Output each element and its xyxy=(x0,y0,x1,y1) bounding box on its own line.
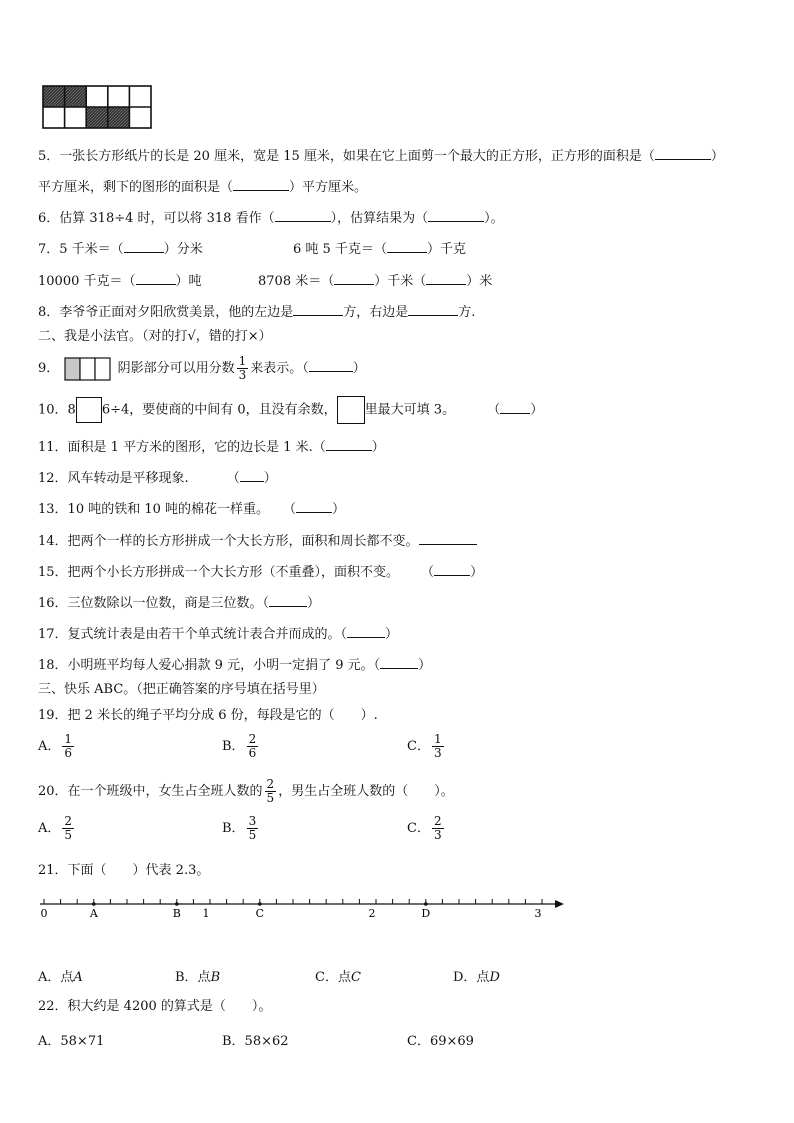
q20-option-c[interactable]: C． $\frac{2}{3}$ xyxy=(407,814,442,842)
answer-blank[interactable] xyxy=(419,531,477,545)
question-9: 9． 阴影部分可以用分数 $\frac{1}{3}$ 来表示。（ ） xyxy=(38,354,366,382)
answer-blank[interactable] xyxy=(240,468,264,482)
digit-box[interactable] xyxy=(337,396,365,424)
question-21-stem: 21．下面（ ）代表 2.3。 xyxy=(38,863,210,878)
q19-option-a[interactable]: A． $\frac{1}{6}$ xyxy=(38,732,73,760)
answer-blank[interactable] xyxy=(309,358,353,372)
question-5-line1: 5．一张长方形纸片的长是 20 厘米，宽是 15 厘米，如果在它上面剪一个最大的正方形，正方形的面积是（ ） xyxy=(38,146,724,166)
question-17: 17．复式统计表是由若干个单式统计表合并而成的。（ ） xyxy=(38,624,398,644)
q19-option-c[interactable]: C． $\frac{1}{3}$ xyxy=(407,732,442,760)
answer-blank[interactable] xyxy=(275,208,331,222)
shaded-bar-figure xyxy=(63,356,113,382)
point-label-c: C xyxy=(255,907,265,920)
question-10: 10．8 6÷4，要使商的中间有 0，且没有余数， 里最大可填 3。 （ ） xyxy=(38,396,543,424)
question-13: 13．10 吨的铁和 10 吨的棉花一样重。 （ ） xyxy=(38,499,345,519)
axis-number-label: 3 xyxy=(534,907,542,920)
q20-option-b[interactable]: B． $\frac{3}{5}$ xyxy=(222,814,257,842)
point-c xyxy=(258,902,262,906)
q21-option-c[interactable]: C．点C xyxy=(315,970,361,985)
point-b xyxy=(175,902,179,906)
answer-blank[interactable] xyxy=(326,437,372,451)
answer-blank[interactable] xyxy=(387,239,427,253)
question-19-stem: 19．把 2 米长的绳子平均分成 6 份，每段是它的（ ）. xyxy=(38,708,378,723)
question-6: 6．估算 318÷4 时，可以将 318 看作（ ），估算结果为（ ）。 xyxy=(38,208,504,228)
answer-blank[interactable] xyxy=(296,499,332,513)
section-3-heading: 三、快乐 ABC。（把正确答案的序号填在括号里） xyxy=(38,682,325,697)
question-22-stem: 22．积大约是 4200 的算式是（ ）。 xyxy=(38,999,272,1014)
number-line xyxy=(30,890,570,924)
question-5-line2: 平方厘米，剩下的图形的面积是（ ）平方厘米。 xyxy=(38,177,367,197)
answer-blank[interactable] xyxy=(428,208,484,222)
answer-blank[interactable] xyxy=(269,593,307,607)
answer-blank[interactable] xyxy=(347,624,385,638)
question-15: 15．把两个小长方形拼成一个大长方形（不重叠），面积不变。 （ ） xyxy=(38,562,483,582)
q22-option-a[interactable]: A．58×71 xyxy=(38,1034,105,1049)
answer-blank[interactable] xyxy=(380,655,418,669)
question-16: 16．三位数除以一位数，商是三位数。（ ） xyxy=(38,593,320,613)
q19-option-b[interactable]: B． $\frac{2}{6}$ xyxy=(222,732,257,760)
digit-box[interactable] xyxy=(76,397,102,423)
question-7-line2: 10000 千克＝（ ）吨 xyxy=(38,271,202,291)
question-7-line2b: 8708 米＝（ ）千米（ ）米 xyxy=(258,271,492,291)
question-12: 12．风车转动是平移现象. （ ） xyxy=(38,468,277,488)
point-label-b: B xyxy=(172,907,181,920)
answer-blank[interactable] xyxy=(408,302,458,316)
point-label-a: A xyxy=(89,907,98,920)
answer-blank[interactable] xyxy=(124,239,164,253)
q22-option-b[interactable]: B．58×62 xyxy=(222,1034,289,1049)
answer-blank[interactable] xyxy=(136,271,176,285)
answer-blank[interactable] xyxy=(434,562,470,576)
point-d xyxy=(424,902,428,906)
section-2-heading: 二、我是小法官。（对的打√，错的打×） xyxy=(38,329,272,344)
point-label-d: D xyxy=(421,907,431,920)
question-7-line1: 7．5 千米＝（ ）分米 xyxy=(38,239,203,259)
fraction: $\frac{1}{3}$ xyxy=(238,354,247,382)
grid-figure xyxy=(42,85,152,129)
q20-option-a[interactable]: A． $\frac{2}{5}$ xyxy=(38,814,73,842)
point-a xyxy=(92,902,96,906)
question-18: 18．小明班平均每人爱心捐款 9 元，小明一定捐了 9 元。（ ） xyxy=(38,655,431,675)
answer-blank[interactable] xyxy=(426,271,466,285)
question-14: 14．把两个一样的长方形拼成一个大长方形，面积和周长都不变。 xyxy=(38,531,477,551)
answer-blank[interactable] xyxy=(293,302,343,316)
axis-number-label: 2 xyxy=(368,907,376,920)
answer-blank[interactable] xyxy=(334,271,374,285)
axis-number-label: 0 xyxy=(40,907,48,920)
q21-option-d[interactable]: D．点D xyxy=(453,970,500,985)
q21-option-b[interactable]: B．点B xyxy=(175,970,221,985)
answer-blank[interactable] xyxy=(233,177,289,191)
q22-option-c[interactable]: C．69×69 xyxy=(407,1034,474,1049)
question-8: 8．李爷爷正面对夕阳欣赏美景，他的左边是 方，右边是 方. xyxy=(38,302,475,322)
question-7-line1b: 6 吨 5 千克＝（ ）千克 xyxy=(293,239,466,259)
answer-blank[interactable] xyxy=(655,146,711,160)
question-20-stem: 20．在一个班级中，女生占全班人数的 $\frac{2}{5}$ ，男生占全班人数的（ ）。 xyxy=(38,777,454,805)
question-11: 11．面积是 1 平方米的图形，它的边长是 1 米.（ ） xyxy=(38,437,385,457)
axis-arrow xyxy=(555,900,564,908)
q21-option-a[interactable]: A．点A xyxy=(38,970,83,985)
axis-number-label: 1 xyxy=(202,907,210,920)
answer-blank[interactable] xyxy=(500,400,530,414)
